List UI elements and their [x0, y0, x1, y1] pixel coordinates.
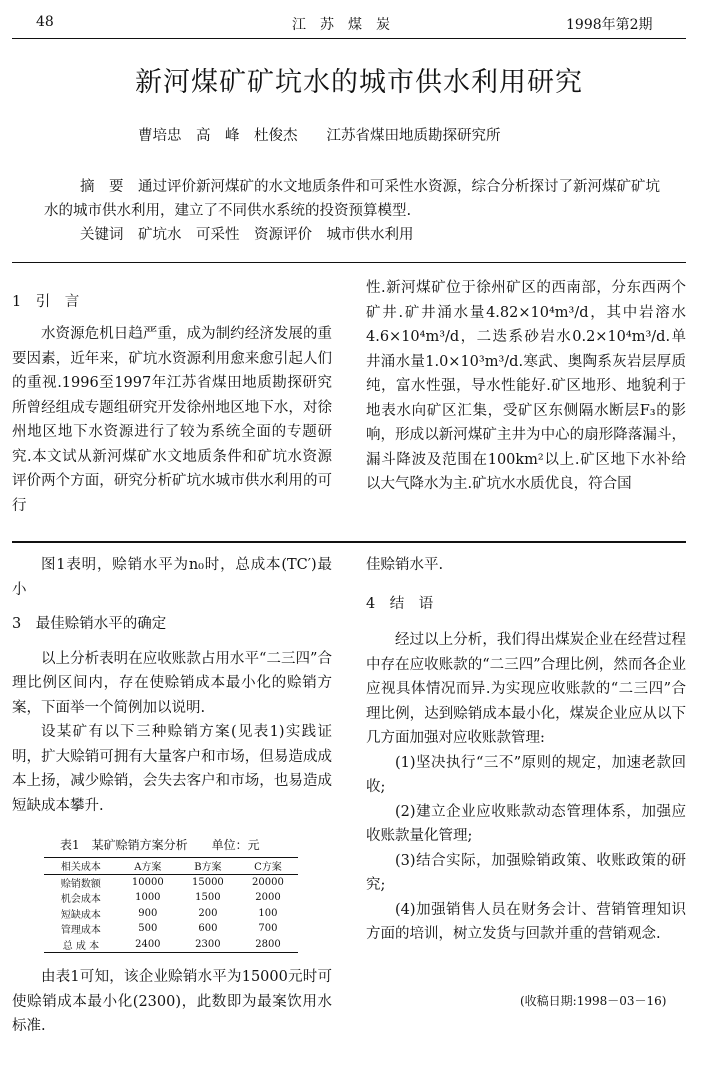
table-cell: 管理成本: [60, 925, 101, 937]
table-cell: 机会成本: [60, 894, 101, 906]
table-header-cell: B方案: [194, 862, 222, 874]
keywords: 矿坑水 可采性 资源评价 城市供水利用: [138, 227, 414, 243]
table-header-row: [44, 858, 298, 875]
table-row: [44, 906, 298, 922]
journal-name: 江 苏 煤 炭: [292, 17, 390, 33]
intro-continued-paragraph: 性.新河煤矿位于徐州矿区的西南部，分东西两个矿井.矿井涌水量4.82×10⁴m³/d，其中岩溶水4.6×10⁴m³/d，二迭系砂岩水0.2×10⁴m³/d.单井涌水量1.0×10³m³/d.寒武、奥陶系灰岩层厚质纯，富水性强，导水性能好.矿区地形、地貌利于地表水向矿区汇集，受矿区东侧隔水断层F₃的影响，形成以新河煤矿主井为中心的扇形降落漏斗，漏斗降波及范围在100km²以上.矿区地下水补给以大气降水为主.矿坑水水质优良，符合国: [366, 280, 686, 492]
intro-column-left: [12, 322, 332, 518]
table-cell: 2800: [255, 938, 281, 950]
table-conclusion-paragraph: 由表1可知，该企业赊销水平为15000元时可使赊销成本最小化(2300)，此数即为最案饮用水标准.: [12, 969, 332, 1034]
table-cell: 500: [138, 923, 158, 935]
continued-line: 佳赊销水平.: [366, 557, 444, 573]
bottom-column-right: [366, 553, 686, 947]
table-row: [44, 874, 298, 890]
table-header-cell: A方案: [134, 862, 162, 874]
table-cell: 15000: [191, 876, 224, 888]
conclusion-item-2: (2)建立企业应收账款动态管理体系，加强应收账款量化管理;: [366, 803, 686, 844]
table-cell: 2400: [135, 938, 161, 950]
table-cell: 2300: [195, 938, 221, 950]
bottom-column-left: [12, 553, 332, 818]
cost-table: [44, 857, 298, 953]
table-caption: 表1 某矿赊销方案分析 单位：元: [60, 838, 260, 852]
abstract: [44, 175, 664, 247]
table-cell: 2000: [255, 892, 281, 904]
table-cell: 900: [138, 907, 158, 919]
table-cell: 600: [198, 923, 218, 935]
abstract-rule: [12, 262, 686, 263]
page-number: 48: [36, 14, 54, 30]
table-cell: 10000: [131, 876, 164, 888]
conclusion-item-4: (4)加强销售人员在财务会计、营销管理知识方面的培训，树立发货与回款并重的营销观念.: [366, 901, 686, 942]
table-cell: 700: [258, 923, 278, 935]
table-cell: 200: [198, 907, 218, 919]
page-split-rule: [12, 541, 686, 543]
table-conclusion: [12, 965, 332, 1039]
table-cell: 100: [258, 907, 278, 919]
authors-line: 曹培忠 高 峰 杜俊杰 江苏省煤田地质勘探研究所: [138, 128, 501, 144]
article-title: 新河煤矿矿坑水的城市供水利用研究: [135, 67, 583, 98]
section-3-paragraph-1: 以上分析表明在应收账款占用水平“二三四”合理比例区间内，存在使赊销成本最小化的赊销方案，下面举一个简例加以说明.: [12, 650, 332, 716]
table-header-cell: 相关成本: [60, 862, 101, 874]
abstract-text: 通过评价新河煤矿的水文地质条件和可采性水资源，综合分析探讨了新河煤矿矿坑水的城市供水利用，建立了不同供水系统的投资预算模型.: [44, 179, 660, 219]
table-cell: 1000: [135, 892, 161, 904]
header-rule: [12, 38, 686, 39]
section-1-heading: 1 引 言: [12, 294, 80, 310]
table-cell: 20000: [252, 876, 284, 888]
table-row: [44, 921, 298, 937]
table-row: [44, 937, 298, 953]
conclusion-item-3: (3)结合实际，加强赊销政策、收账政策的研究;: [366, 852, 686, 893]
keywords-label: 关键词: [80, 227, 124, 243]
table-cell: 总 成 本: [62, 940, 100, 952]
figure-note-paragraph: 图1表明，赊销水平为n₀时，总成本(TC′)最小: [12, 557, 332, 598]
abstract-label: 摘 要: [80, 179, 124, 195]
intro-column-right: [366, 276, 686, 497]
section-3-paragraph-2: 设某矿有以下三种赊销方案(见表1)实践证明，扩大赊销可拥有大量客户和市场，但易造成成本上扬，减少赊销，会失去客户和市场，也易造成短缺成本攀升.: [12, 724, 332, 814]
table-row: [44, 890, 298, 906]
conclusion-paragraph: 经过以上分析，我们得出煤炭企业在经营过程中存在应收账款的“二三四”合理比例，然而各企业应视具体情况而异.为实现应收账款的“二三四”合理比例，达到赊销成本最小化，煤炭企业应从以下几方面加强对应收账款管理:: [366, 632, 686, 746]
issue-label: 1998年第2期: [566, 17, 653, 33]
section-3-heading: 3 最佳赊销水平的确定: [12, 616, 167, 632]
section-4-heading: 4 结 语: [366, 595, 434, 612]
table-cell: 1500: [195, 892, 221, 904]
intro-paragraph: 水资源危机日趋严重，成为制约经济发展的重要因素，近年来，矿坑水资源利用愈来愈引起人们的重视.1996至1997年江苏省煤田地质勘探研究所曾经组成专题组研究开发徐州地区地下水，对徐州地区地下水资源进行了较为系统全面的专题研究.本文试从新河煤矿水文地质条件和矿坑水资源评价两个方面，研究分析矿坑水城市供水利用的可行: [12, 326, 332, 514]
conclusion-item-1: (1)坚决执行“三不”原则的规定，加速老款回收;: [366, 754, 686, 795]
received-date: (收稿日期:1998－03－16): [520, 994, 667, 1008]
table-header-cell: C方案: [254, 862, 282, 874]
table-cell: 短缺成本: [60, 909, 101, 921]
table-cell: 赊销数额: [60, 878, 101, 890]
